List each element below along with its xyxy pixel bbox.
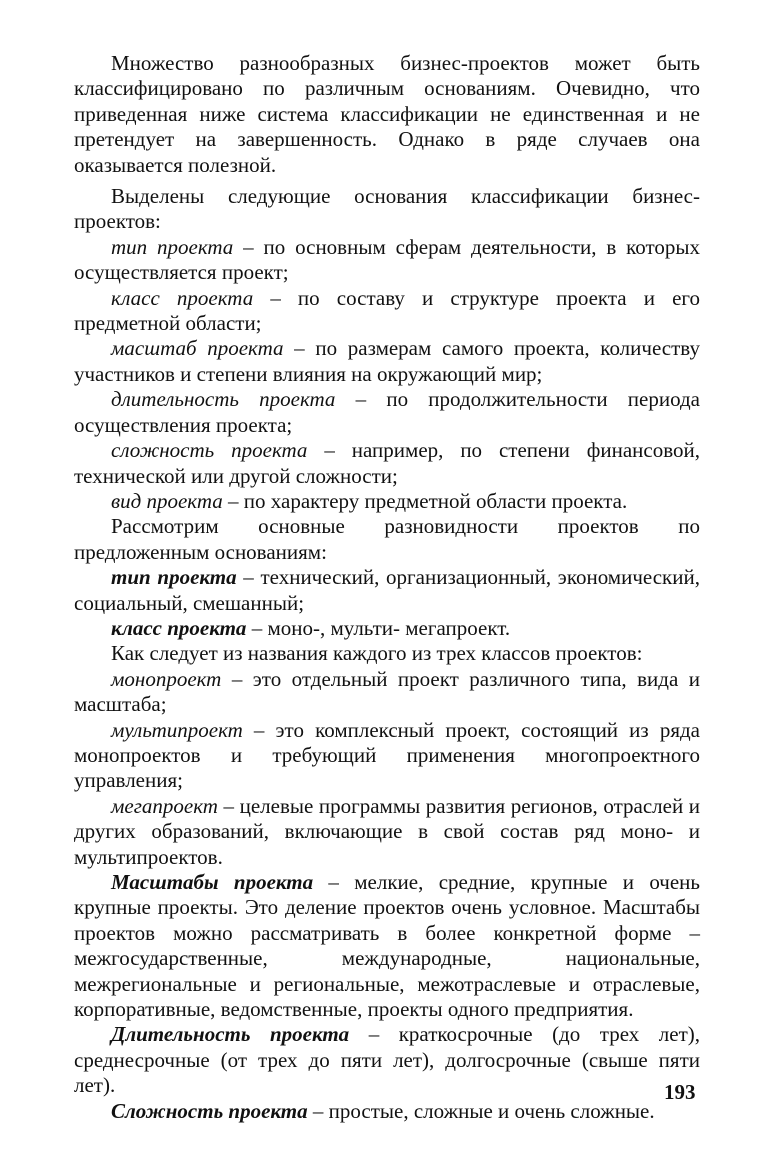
paragraph-text: Множество разнообразных бизнес-проектов может быть классифицировано по различным основаниям. Очевидно, что приведенная ниже система классификации не единственная и не претендует на завершенность. Однако в ряде случаев она оказывается полезной. bbox=[74, 51, 700, 177]
paragraph-text: – технический, организационный, экономический, социальный, смешанный; bbox=[74, 565, 700, 615]
term: вид проекта bbox=[111, 488, 223, 513]
term: масштаб проекта bbox=[111, 336, 284, 361]
paragraph bbox=[74, 489, 700, 514]
paragraph bbox=[74, 641, 700, 666]
paragraph-text: – по продолжительности периода осуществления проекта; bbox=[74, 387, 700, 437]
term: длительность проекта bbox=[111, 387, 336, 412]
paragraph bbox=[74, 1022, 700, 1098]
term: Масштабы проекта bbox=[111, 870, 314, 894]
term: мультипроект bbox=[111, 717, 243, 742]
paragraph-text: Выделены следующие основания классификации бизнес-проектов: bbox=[74, 184, 700, 234]
paragraph bbox=[74, 718, 700, 794]
term: класс проекта bbox=[111, 615, 247, 640]
paragraph-text: – целевые программы развития регионов, отраслей и других образований, включающие в свой состав ряд моно- и мультипроектов. bbox=[74, 793, 700, 869]
paragraph bbox=[74, 667, 700, 718]
paragraph-text: – моно-, мульти- мегапроект. bbox=[246, 615, 511, 640]
term: сложность проекта bbox=[111, 438, 308, 463]
term: мегапроект bbox=[111, 793, 218, 818]
term: монопроект bbox=[111, 666, 222, 691]
paragraph bbox=[74, 794, 700, 870]
paragraph bbox=[74, 1099, 700, 1124]
paragraph-text: – например, по степени финансовой, технической или другой сложности; bbox=[74, 438, 700, 488]
paragraph-text: – по основным сферам деятельности, в которых осуществляется проект; bbox=[74, 234, 700, 285]
paragraph bbox=[74, 235, 700, 286]
paragraph-text: – по составу и структуре проекта и его предметной области; bbox=[74, 285, 700, 336]
paragraph-text: – по размерам самого проекта, количеству участников и степени влияния на окружающий мир; bbox=[74, 336, 700, 386]
term: тип проекта bbox=[111, 565, 237, 590]
paragraph-text: Как следует из названия каждого из трех классов проектов: bbox=[111, 641, 643, 666]
term: Длительность проекта bbox=[111, 1022, 350, 1047]
term: класс проекта bbox=[111, 285, 254, 310]
page-number: 193 bbox=[664, 1080, 696, 1104]
paragraph bbox=[74, 286, 700, 337]
paragraph-text: – краткосрочные (до трех лет), среднесрочные (от трех до пяти лет), долгосрочные (свыше пяти лет). bbox=[74, 1022, 700, 1098]
term: тип проекта bbox=[111, 234, 234, 259]
paragraph bbox=[74, 514, 700, 565]
paragraph bbox=[74, 184, 700, 235]
paragraph-text: – простые, сложные и очень сложные. bbox=[307, 1098, 655, 1123]
paragraph bbox=[74, 51, 700, 178]
paragraph bbox=[74, 387, 700, 438]
paragraph-text: – по характеру предметной области проекта. bbox=[222, 488, 628, 513]
paragraph bbox=[74, 438, 700, 489]
paragraph bbox=[74, 616, 700, 641]
paragraph-text: – это комплексный проект, состоящий из ряда монопроектов и требующий применения многопроектного управления; bbox=[74, 717, 700, 793]
paragraph bbox=[74, 565, 700, 616]
paragraph bbox=[74, 870, 700, 1022]
paragraph-text: – это отдельный проект различного типа, вида и масштаба; bbox=[74, 666, 700, 717]
paragraph-text: – мелкие, средние, крупные и очень крупные проекты. Это деление проектов очень условное. Масштабы проектов можно рассматривать в более конкретной форме – межгосударственные, международные, национальные, межрегиональные и региональные, межотраслевые и отраслевые, корпоративные, ведомственные, проекты одного предприятия. bbox=[74, 870, 700, 1022]
paragraph-text: Рассмотрим основные разновидности проектов по предложенным основаниям: bbox=[74, 514, 700, 564]
paragraph bbox=[74, 336, 700, 387]
term: Сложность проекта bbox=[111, 1098, 308, 1123]
page-body bbox=[74, 51, 700, 1124]
